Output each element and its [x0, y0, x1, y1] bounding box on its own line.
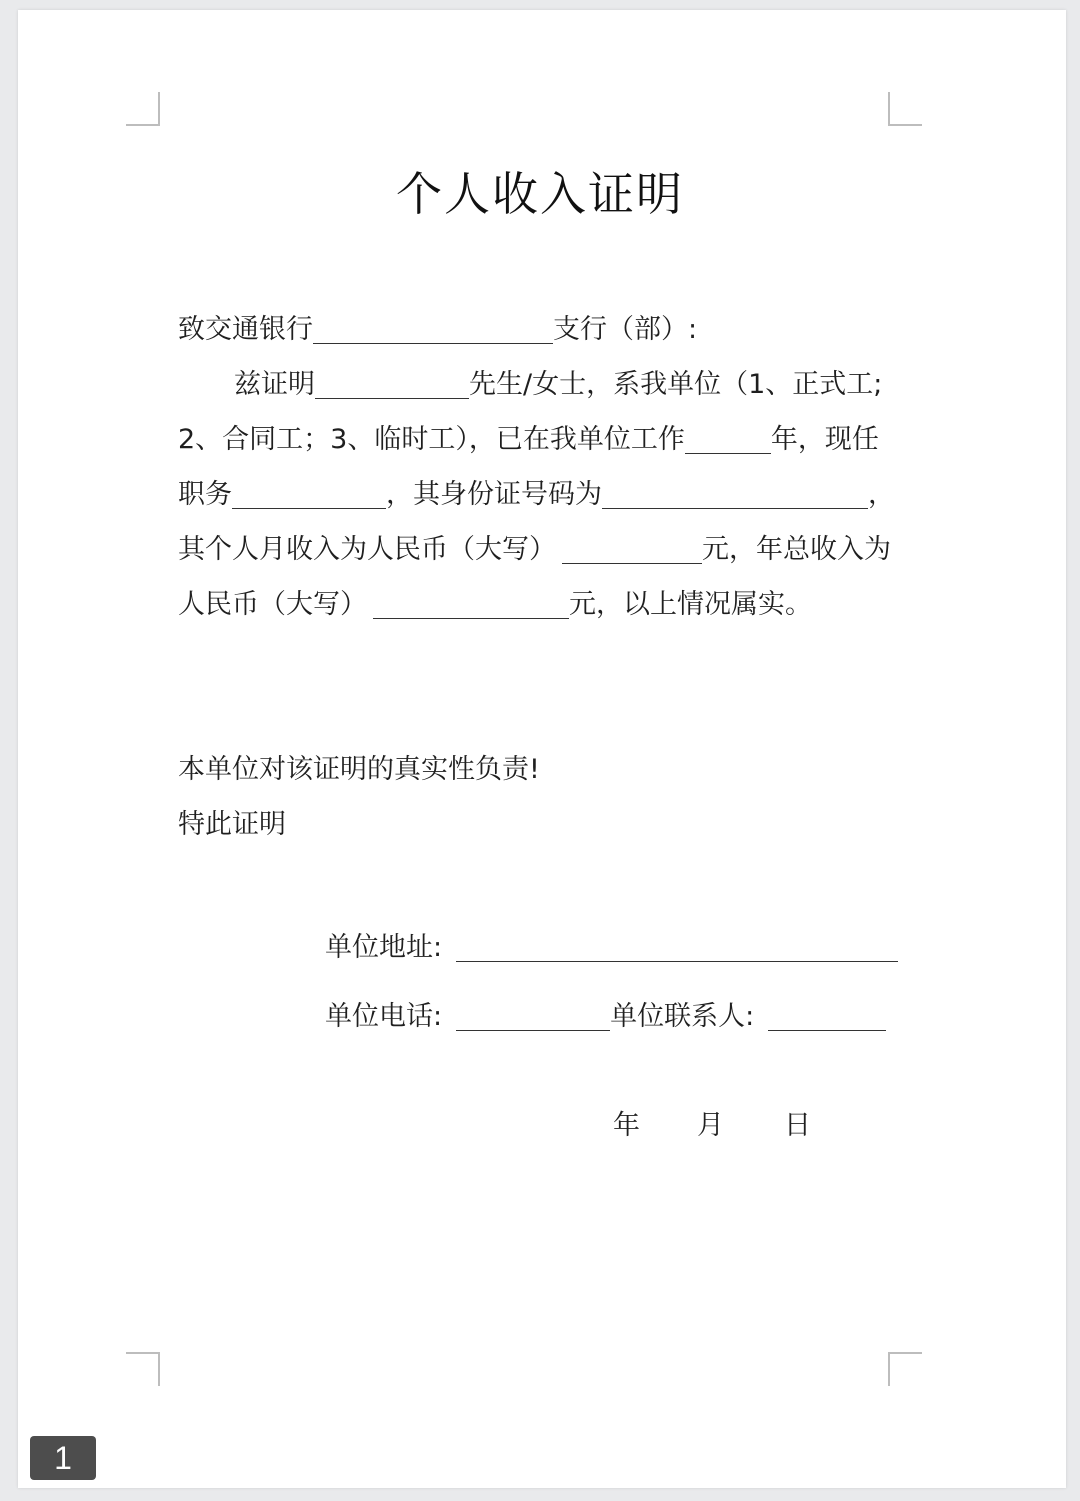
- position-blank: [232, 480, 386, 509]
- line-annual-income: [178, 585, 812, 625]
- monthly-income-prefix: 其个人月收入为人民币（大写）: [178, 534, 556, 565]
- crop-mark-top-right: [888, 92, 922, 126]
- date-year: 年: [613, 1110, 640, 1141]
- recipient-suffix: 支行（部）:: [553, 314, 698, 345]
- phone-label: 单位电话:: [325, 1001, 443, 1032]
- document-title: 个人收入证明: [396, 167, 684, 221]
- monthly-income-suffix: 元，年总收入为: [702, 534, 891, 565]
- employment-prefix: 2、合同工；3、临时工），已在我单位工作: [178, 424, 685, 455]
- line-recipient: [178, 310, 697, 350]
- id-number-blank: [602, 480, 868, 509]
- annual-income-blank: [373, 590, 569, 619]
- years-blank: [685, 425, 771, 454]
- id-suffix: ，: [868, 479, 895, 510]
- contact-label: 单位联系人:: [610, 1001, 755, 1032]
- date-month: 月: [697, 1110, 724, 1141]
- document-page: [18, 10, 1066, 1488]
- responsibility-statement: 本单位对该证明的真实性负责!: [178, 754, 540, 785]
- certify-suffix: 先生/女士，系我单位（1、正式工;: [469, 369, 883, 400]
- phone-blank: [456, 1002, 610, 1031]
- crop-mark-bottom-left: [126, 1352, 160, 1386]
- address-blank: [456, 933, 898, 962]
- annual-income-suffix: 元，以上情况属实。: [569, 589, 812, 620]
- name-blank: [315, 370, 469, 399]
- annual-income-prefix: 人民币（大写）: [178, 589, 367, 620]
- line-address: [325, 928, 898, 968]
- recipient-prefix: 致交通银行: [178, 314, 313, 345]
- line-position: [178, 475, 895, 515]
- crop-mark-top-left: [126, 92, 160, 126]
- monthly-income-blank: [562, 535, 702, 564]
- address-label: 单位地址:: [325, 932, 443, 963]
- line-employment: [178, 420, 879, 460]
- date-day: 日: [784, 1110, 811, 1141]
- certify-prefix: 兹证明: [234, 369, 315, 400]
- id-prefix: ，其身份证号码为: [386, 479, 602, 510]
- crop-mark-bottom-right: [888, 1352, 922, 1386]
- position-prefix: 职务: [178, 479, 232, 510]
- page-number-badge[interactable]: 1: [30, 1436, 96, 1480]
- contact-blank: [768, 1002, 886, 1031]
- line-certify: [234, 365, 882, 405]
- branch-blank: [313, 315, 553, 344]
- line-monthly-income: [178, 530, 891, 570]
- line-phone-contact: [325, 997, 886, 1037]
- hereby-certify: 特此证明: [178, 809, 286, 840]
- employment-suffix: 年，现任: [770, 424, 879, 455]
